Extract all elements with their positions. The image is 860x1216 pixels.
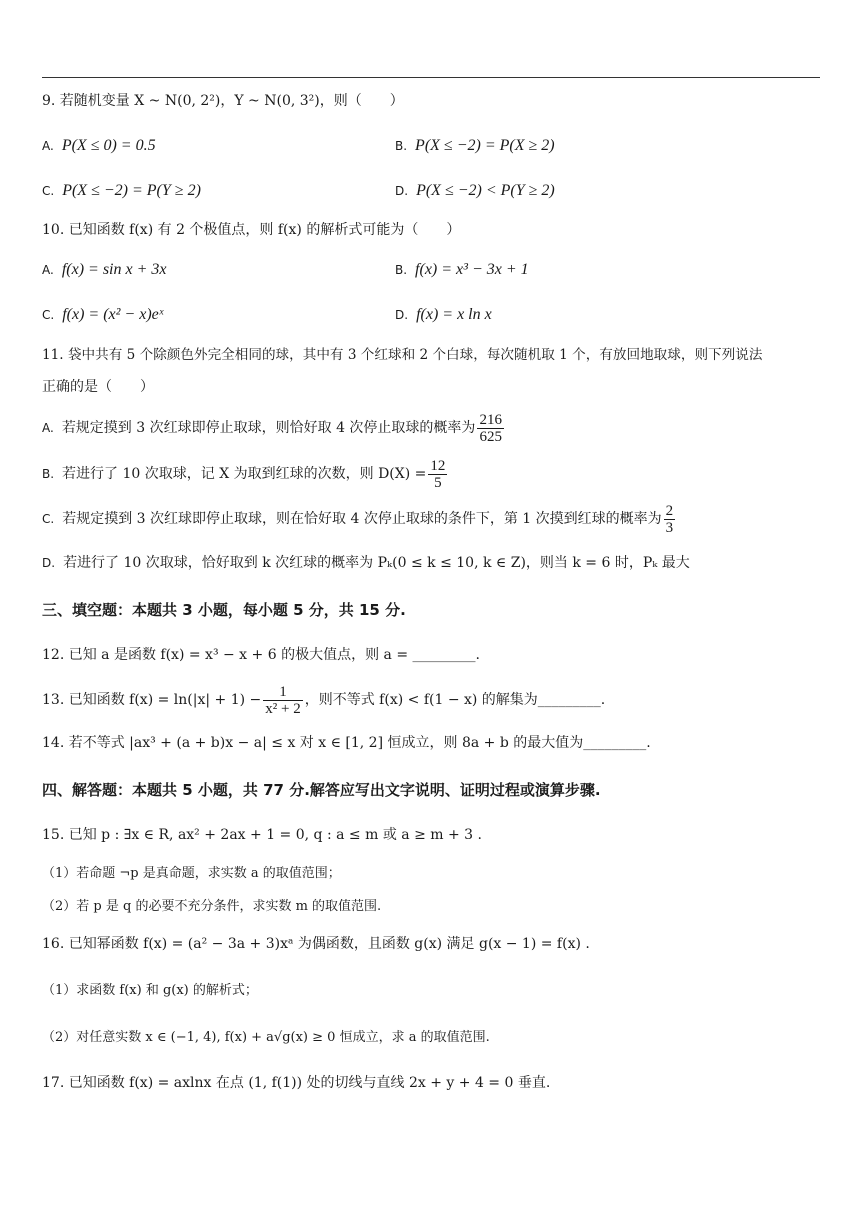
q10-stem: 10. 已知函数 f(x) 有 2 个极值点，则 f(x) 的解析式可能为（ ）: [42, 222, 461, 238]
q10-option-d: D. f(x) = x ln x: [395, 306, 492, 323]
q14-text: 14. 若不等式 |ax³ + (a + b)x − a| ≤ x 对 x ∈ [1, 2] 恒成立，则 8a + b 的最大值为_________.: [42, 735, 651, 751]
q11-a-fraction: $\frac{216}{625}$: [479, 411, 502, 445]
q11-option-c: C. 若规定摸到 3 次红球即停止取球，则在恰好取 4 次停止取球的条件下，第 1 次摸到红球的概率为 $\frac{2}{3}$: [42, 502, 674, 536]
q11-option-b: B. 若进行了 10 次取球，记 X 为取到红球的次数，则 D(X) = $\frac{12}{5}$: [42, 457, 446, 491]
q16-stem: 16. 已知幂函数 f(x) = (a² − 3a + 3)xᵃ 为偶函数，且函数 g(x) 满足 g(x − 1) = f(x) .: [42, 936, 590, 952]
q9-option-b: B. P(X ≤ −2) = P(X ≥ 2): [395, 137, 555, 154]
q15-part-1: （1）若命题 ¬p 是真命题，求实数 a 的取值范围；: [42, 866, 341, 881]
q15-stem: 15. 已知 p : ∃x ∈ R, ax² + 2ax + 1 = 0, q : a ≤ m 或 a ≥ m + 3 .: [42, 827, 482, 843]
q11-option-d: D. 若进行了 10 次取球，恰好取到 k 次红球的概率为 Pₖ(0 ≤ k ≤ 10, k ∈ Z)，则当 k = 6 时，Pₖ 最大: [42, 555, 690, 571]
q9-option-d: D. P(X ≤ −2) < P(Y ≥ 2): [395, 182, 555, 199]
q11-option-a: A. 若规定摸到 3 次红球即停止取球，则恰好取 4 次停止取球的概率为 $\frac{216}{625}$: [42, 411, 502, 445]
q17-stem: 17. 已知函数 f(x) = axlnx 在点 (1, f(1)) 处的切线与直线 2x + y + 4 = 0 垂直.: [42, 1075, 551, 1091]
q15-part-2: （2）若 p 是 q 的必要不充分条件，求实数 m 的取值范围.: [42, 899, 382, 914]
q10-option-b: B. f(x) = x³ − 3x + 1: [395, 261, 529, 278]
q13-text: 13. 已知函数 f(x) = ln(|x| + 1) − $\frac{1}{\text{x² + 2}}$ ，则不等式 f(x) < f(1 − x) 的解集为_________.: [42, 683, 606, 717]
q11-c-fraction: $\frac{2}{3}$: [665, 502, 674, 536]
q10-option-a: A. f(x) = sin x + 3x: [42, 261, 167, 278]
q9-option-a: A. P(X ≤ 0) = 0.5: [42, 137, 156, 154]
q9-stem: 9. 若随机变量 X ~ N(0, 2²)，Y ~ N(0, 3²)，则（ ）: [42, 93, 404, 109]
q12-text: 12. 已知 a 是函数 f(x) = x³ − x + 6 的极大值点，则 a = _________.: [42, 647, 480, 663]
q16-part-2: （2）对任意实数 x ∈ (−1, 4), f(x) + a√g(x) ≥ 0 恒成立，求 a 的取值范围.: [42, 1030, 490, 1045]
q11-stem-line2: 正确的是（ ）: [42, 379, 154, 395]
q9-option-c: C. P(X ≤ −2) = P(Y ≥ 2): [42, 182, 201, 199]
q11-b-fraction: $\frac{12}{5}$: [430, 457, 446, 491]
q13-fraction: $\frac{1}{\text{x² + 2}}$: [265, 683, 301, 717]
section-4-heading: 四、解答题：本题共 5 小题，共 77 分.解答应写出文字说明、证明过程或演算步骤.: [42, 781, 601, 799]
q16-part-1: （1）求函数 f(x) 和 g(x) 的解析式；: [42, 983, 258, 998]
q10-option-c: C. f(x) = (x² − x)eˣ: [42, 306, 164, 323]
header-rule: [42, 77, 820, 78]
section-3-heading: 三、填空题：本题共 3 小题，每小题 5 分，共 15 分.: [42, 601, 406, 619]
q11-stem-line1: 11. 袋中共有 5 个除颜色外完全相同的球，其中有 3 个红球和 2 个白球，每次随机取 1 个，有放回地取球，则下列说法: [42, 347, 763, 363]
